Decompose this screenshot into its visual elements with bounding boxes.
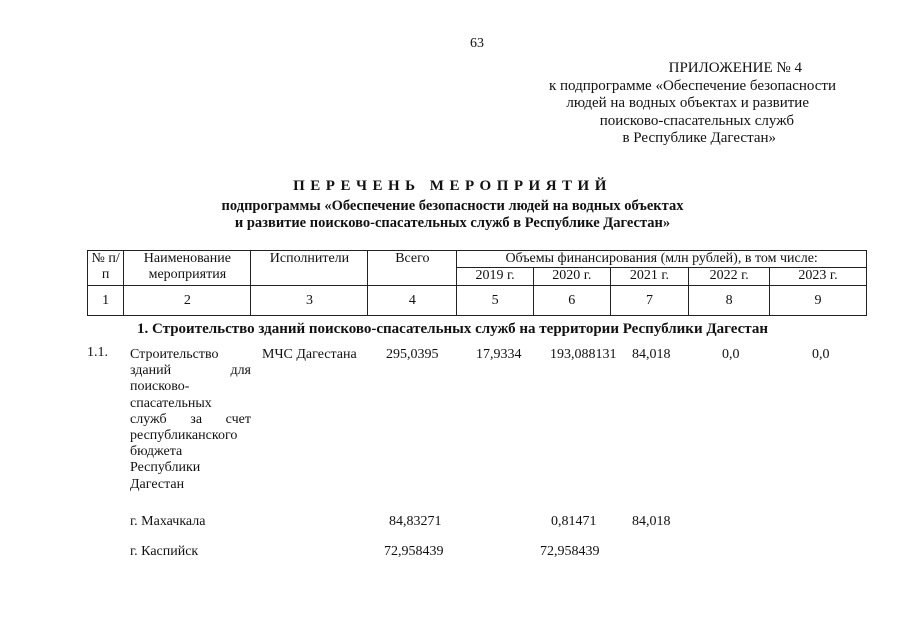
header-year: 2020 г.: [533, 268, 610, 286]
row-value-2023: 0,0: [812, 347, 830, 362]
subrow-name: г. Махачкала: [130, 514, 206, 529]
appendix-line: людей на водных объектах и развитие: [566, 95, 809, 111]
header-total: Всего: [368, 251, 457, 286]
row-measure-name: Строительство зданий для поисково-спасательных служб за счет республиканского бюджета Республики Дагестан: [130, 347, 251, 492]
header-year: 2022 г.: [689, 268, 770, 286]
row-executor: МЧС Дагестана: [262, 347, 357, 362]
column-number: 2: [124, 286, 251, 316]
subrow-value-2020: 72,958439: [540, 544, 600, 559]
appendix-line: к подпрограмме «Обеспечение безопасности: [548, 77, 836, 94]
document-subtitle-line: подпрограммы «Обеспечение безопасности людей на водных объектах: [221, 198, 684, 214]
header-year: 2023 г.: [770, 268, 867, 286]
header-year: 2019 г.: [457, 268, 534, 286]
header-financing: Объемы финансирования (млн рублей), в том числе:: [457, 251, 867, 268]
row-value-2021: 84,018: [632, 347, 671, 362]
header-name: Наименование мероприятия: [124, 251, 251, 286]
column-number: 5: [457, 286, 534, 316]
document-title: ПЕРЕЧЕНЬ МЕРОПРИЯТИЙ: [293, 178, 612, 194]
appendix-line: поисково-спасательных служб: [599, 112, 794, 129]
appendix-line: в Республике Дагестан»: [622, 130, 776, 146]
page-number: 63: [470, 36, 484, 51]
document-subtitle-line: и развитие поисково-спасательных служб в Республике Дагестан»: [234, 215, 671, 231]
column-number: 4: [368, 286, 457, 316]
section-title: 1. Строительство зданий поисково-спасательных служб на территории Республики Дагестан: [137, 321, 768, 337]
subrow-value-2021: 84,018: [632, 514, 671, 529]
column-number: 9: [770, 286, 867, 316]
subrow-total: 72,958439: [384, 544, 444, 559]
appendix-line: ПРИЛОЖЕНИЕ № 4: [668, 60, 802, 76]
row-value-2019: 17,9334: [476, 347, 522, 362]
row-number: 1.1.: [87, 345, 108, 360]
subrow-name: г. Каспийск: [130, 544, 199, 559]
subrow-value-2020: 0,81471: [551, 514, 597, 529]
row-value-2020: 193,088131: [550, 347, 617, 362]
header-executors: Исполнители: [251, 251, 368, 286]
header-year: 2021 г.: [610, 268, 689, 286]
subrow-total: 84,83271: [389, 514, 442, 529]
row-total: 295,0395: [386, 347, 439, 362]
column-number: 6: [533, 286, 610, 316]
header-num: № п/п: [88, 251, 124, 286]
appendix-header: [516, 60, 836, 148]
column-number: 1: [88, 286, 124, 316]
measures-table-header: [87, 250, 867, 316]
column-number: 3: [251, 286, 368, 316]
row-value-2022: 0,0: [722, 347, 740, 362]
column-number: 7: [610, 286, 689, 316]
column-number: 8: [689, 286, 770, 316]
